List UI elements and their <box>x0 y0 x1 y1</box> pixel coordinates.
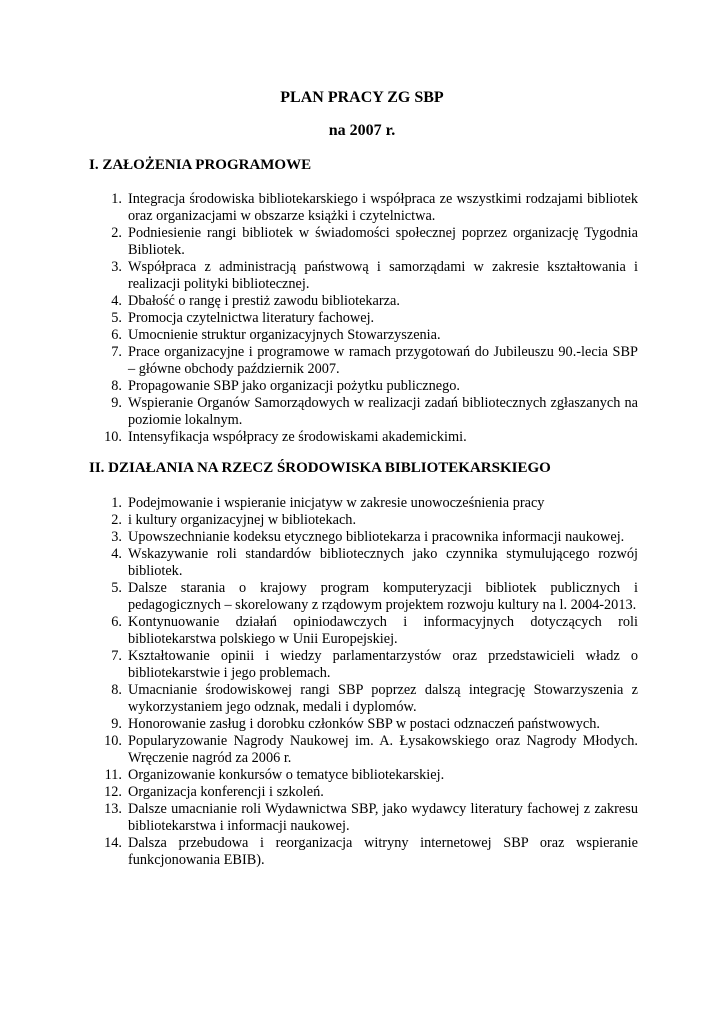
item-number: 2. <box>111 225 122 241</box>
item-text: Umocnienie struktur organizacyjnych Stowarzyszenia. <box>128 327 441 343</box>
list-item <box>0 293 638 310</box>
item-text: Dbałość o rangę i prestiż zawodu bibliotekarza. <box>128 293 400 309</box>
item-number: 7. <box>111 344 122 360</box>
item-text: Intensyfikacja współpracy ze środowiskami akademickimi. <box>128 429 467 445</box>
item-number: 4. <box>111 293 122 309</box>
item-text: Umacnianie środowiskowej rangi SBP poprzez dalszą integrację Stowarzyszenia z wykorzystaniem jego odznak, medali i dyplomów. <box>128 682 638 715</box>
item-text: Podniesienie rangi bibliotek w świadomości społecznej poprzez organizację Tygodnia Bibliotek. <box>128 225 638 258</box>
item-number: 8. <box>111 378 122 394</box>
item-text: Organizacja konferencji i szkoleń. <box>128 784 324 800</box>
item-text: Dalsze umacnianie roli Wydawnictwa SBP, jako wydawcy literatury fachowej z zakresu bibliotekarstwa i informacji naukowej. <box>128 801 638 834</box>
list-item <box>0 716 638 733</box>
zalozenia-list <box>0 191 724 446</box>
item-number: 9. <box>111 395 122 411</box>
item-text: Upowszechnianie kodeksu etycznego bibliotekarza i pracownika informacji naukowej. <box>128 529 625 545</box>
item-number: 2. <box>111 512 122 528</box>
list-item <box>0 395 638 429</box>
list-item <box>0 259 638 293</box>
item-number: 1. <box>111 495 122 511</box>
list-item <box>0 835 638 869</box>
list-item <box>0 801 638 835</box>
item-number: 6. <box>111 327 122 343</box>
item-number: 10. <box>104 733 122 749</box>
list-item <box>0 429 638 446</box>
item-number: 3. <box>111 259 122 275</box>
dzialania-list <box>0 495 724 869</box>
list-item <box>0 495 638 512</box>
list-item <box>0 225 638 259</box>
list-item <box>0 580 638 614</box>
item-text: Prace organizacyjne i programowe w ramach przygotowań do Jubileuszu 90.-lecia SBP – główne obchody październik 2007. <box>128 344 638 377</box>
item-number: 8. <box>111 682 122 698</box>
item-text: Wskazywanie roli standardów bibliotecznych jako czynnika stymulującego rozwój bibliotek. <box>128 546 638 579</box>
list-item <box>0 648 638 682</box>
item-text: Popularyzowanie Nagrody Naukowej im. A. Łysakowskiego oraz Nagrody Młodych. Wręczenie nagród za 2006 r. <box>128 733 638 766</box>
list-item <box>0 546 638 580</box>
item-number: 7. <box>111 648 122 664</box>
document-title: PLAN PRACY ZG SBP <box>280 89 444 106</box>
item-text: Dalsza przebudowa i reorganizacja witryny internetowej SBP oraz wspieranie funkcjonowania EBIB). <box>128 835 638 868</box>
document-subtitle: na 2007 r. <box>328 122 396 139</box>
section-heading-dzialania: II. DZIAŁANIA NA RZECZ ŚRODOWISKA BIBLIOTEKARSKIEGO <box>89 460 551 476</box>
item-text: Propagowanie SBP jako organizacji pożytku publicznego. <box>128 378 460 394</box>
list-item <box>0 767 638 784</box>
item-text: i kultury organizacyjnej w bibliotekach. <box>128 512 357 528</box>
item-number: 5. <box>111 310 122 326</box>
item-number: 3. <box>111 529 122 545</box>
list-item <box>0 784 638 801</box>
list-item <box>0 191 638 225</box>
item-text: Podejmowanie i wspieranie inicjatyw w zakresie unowocześnienia pracy <box>128 495 545 511</box>
list-item <box>0 327 638 344</box>
item-number: 9. <box>111 716 122 732</box>
item-text: Honorowanie zasług i dorobku członków SBP w postaci odznaczeń państwowych. <box>128 716 600 732</box>
item-number: 10. <box>104 429 122 445</box>
item-number: 11. <box>104 767 122 783</box>
item-text: Integracja środowiska bibliotekarskiego i współpraca ze wszystkimi rodzajami bibliotek oraz organizacjami w obszarze książki i czytelnictwa. <box>128 191 638 224</box>
list-item <box>0 614 638 648</box>
item-number: 5. <box>111 580 122 596</box>
item-number: 4. <box>111 546 122 562</box>
item-text: Promocja czytelnictwa literatury fachowej. <box>128 310 375 326</box>
item-number: 13. <box>104 801 122 817</box>
list-item <box>0 310 638 327</box>
item-text: Wspieranie Organów Samorządowych w realizacji zadań bibliotecznych zgłaszanych na poziomie lokalnym. <box>128 395 638 428</box>
item-text: Współpraca z administracją państwową i samorządami w zakresie kształtowania i realizacji polityki bibliotecznej. <box>128 259 638 292</box>
item-text: Dalsze starania o krajowy program komputeryzacji bibliotek publicznych i pedagogicznych – skorelowany z rządowym projektem rozwoju kultury na l. 2004-2013. <box>128 580 638 613</box>
item-number: 6. <box>111 614 122 630</box>
item-text: Kontynuowanie działań opiniodawczych i informacyjnych dotyczących roli bibliotekarstwa polskiego w Unii Europejskiej. <box>128 614 638 647</box>
list-item <box>0 344 638 378</box>
list-item <box>0 378 638 395</box>
list-item <box>0 682 638 716</box>
list-item <box>0 512 638 529</box>
item-text: Kształtowanie opinii i wiedzy parlamentarzystów oraz przedstawicieli władz o bibliotekarstwie i jego problemach. <box>128 648 638 681</box>
item-text: Organizowanie konkursów o tematyce bibliotekarskiej. <box>128 767 445 783</box>
item-number: 12. <box>104 784 122 800</box>
list-item <box>0 529 638 546</box>
section-heading-zalozenia: I. ZAŁOŻENIA PROGRAMOWE <box>89 157 312 173</box>
item-number: 14. <box>104 835 122 851</box>
list-item <box>0 733 638 767</box>
item-number: 1. <box>111 191 122 207</box>
